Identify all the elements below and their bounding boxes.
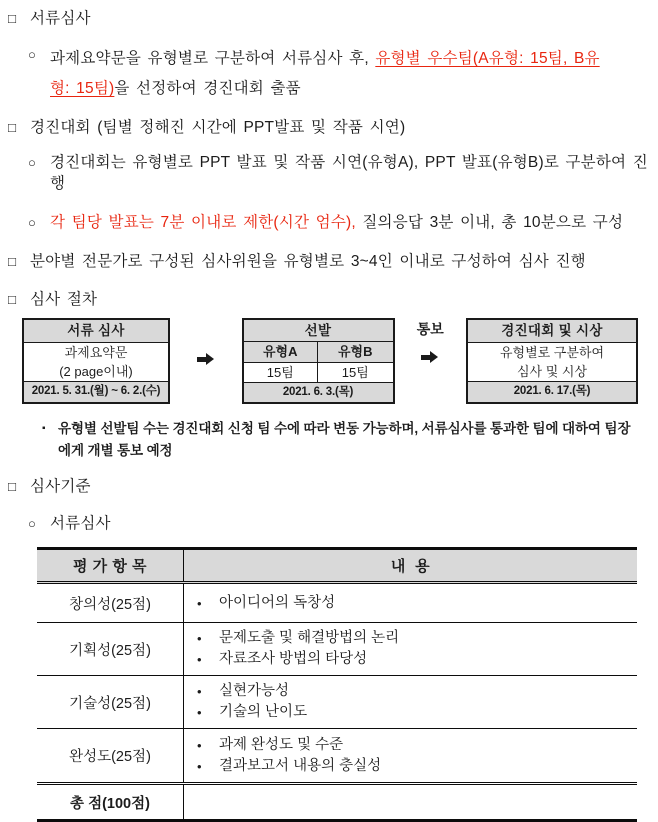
circle-bullet-icon: ○ xyxy=(28,47,37,62)
heading-criteria-label: 심사기준 xyxy=(30,478,91,495)
total-empty-cell xyxy=(184,784,638,821)
square-bullet-icon: □ xyxy=(8,11,17,26)
diagram-connector-2 xyxy=(395,318,467,404)
dot-bullet-icon: • xyxy=(197,631,202,646)
table-header-content: 내 용 xyxy=(184,549,638,583)
contest-item-1 xyxy=(0,152,658,194)
process-box-selection-date: 2021. 6. 3.(목) xyxy=(244,382,393,402)
doc-review-item-text xyxy=(50,44,615,104)
process-box-doc-review-dates: 2021. 5. 31.(월) ~ 6. 2.(수) xyxy=(24,381,168,402)
right-arrow-icon xyxy=(421,351,439,363)
detail-line xyxy=(184,628,637,649)
table-header-row xyxy=(37,549,637,583)
process-box-doc-review-header: 서류 심사 xyxy=(24,320,168,343)
right-arrow-icon xyxy=(197,353,215,365)
detail-line xyxy=(184,735,637,756)
criteria-sub-item xyxy=(0,513,658,534)
selection-value-row xyxy=(244,363,393,382)
arrow-wrap xyxy=(421,350,439,368)
square-bullet-icon: □ xyxy=(8,120,17,135)
document-page xyxy=(0,8,658,812)
dot-bullet-icon: • xyxy=(197,684,202,699)
diagram-note xyxy=(42,418,658,462)
heading-doc-review-label: 서류심사 xyxy=(30,10,91,27)
process-box-award-body xyxy=(468,343,636,381)
detail-line xyxy=(184,593,637,614)
row-details xyxy=(184,623,638,676)
dot-bullet-icon: • xyxy=(197,652,202,667)
table-header-item: 평 가 항 목 xyxy=(37,549,184,583)
row-details xyxy=(184,583,638,623)
doc-review-item-highlight: 유형별 우수팀(A유형: 15팀, B유형: 15팀) xyxy=(50,50,600,97)
heading-judges xyxy=(0,251,658,272)
selection-type-b: 유형B xyxy=(337,344,373,359)
detail-text: 실현가능성 xyxy=(219,683,290,699)
selection-value-a: 15팀 xyxy=(244,363,319,382)
contest-item-2-rest: 질의응답 3분 이내, 총 10분으로 구성 xyxy=(355,214,624,231)
table-row xyxy=(37,623,637,676)
doc-review-item-post: 을 선정하여 경진대회 출품 xyxy=(114,80,301,97)
process-box-doc-review xyxy=(22,318,170,404)
square-bullet-icon: □ xyxy=(8,292,17,307)
contest-item-1-text: 경진대회는 유형별로 PPT 발표 및 작품 시연(유형A), PPT 발표(유형B)로 구분하여 진행 xyxy=(50,154,648,192)
process-box-award-line2: 심사 및 시상 xyxy=(516,363,587,379)
detail-text: 결과보고서 내용의 충실성 xyxy=(219,757,382,774)
row-item-label: 기술성(25점) xyxy=(37,676,184,729)
circle-bullet-icon: ○ xyxy=(28,155,37,170)
process-box-doc-review-line2: (2 page이내) xyxy=(59,363,133,379)
table-row xyxy=(37,583,637,623)
dot-bullet-icon: • xyxy=(197,737,202,753)
criteria-sub-label: 서류심사 xyxy=(50,515,111,532)
table-row xyxy=(37,676,637,729)
criteria-table xyxy=(37,547,637,822)
process-box-doc-review-body xyxy=(24,343,168,381)
dot-bullet-icon: • xyxy=(197,595,202,611)
detail-line xyxy=(184,756,637,777)
diagram-connector-1 xyxy=(170,318,242,404)
selection-type-row xyxy=(244,342,393,363)
detail-text: 과제 완성도 및 수준 xyxy=(219,736,344,753)
review-process-diagram xyxy=(22,318,638,404)
doc-review-item-pre: 과제요약문을 유형별로 구분하여 서류심사 후, xyxy=(50,50,376,67)
selection-type-a: 유형A xyxy=(244,342,319,362)
detail-line xyxy=(184,681,637,702)
row-item-label: 기획성(25점) xyxy=(37,623,184,676)
detail-text: 아이디어의 독창성 xyxy=(219,594,336,611)
heading-procedure xyxy=(0,289,658,310)
process-box-award xyxy=(466,318,638,404)
detail-text: 자료조사 방법의 타당성 xyxy=(219,651,368,667)
circle-bullet-icon: ○ xyxy=(28,516,37,531)
dot-bullet-icon: • xyxy=(197,705,202,720)
square-bullet-icon: □ xyxy=(8,479,17,494)
contest-item-2-text xyxy=(50,212,623,233)
process-box-doc-review-line1: 과제요약문 xyxy=(64,345,128,361)
selection-value-b: 15팀 xyxy=(341,365,369,380)
process-box-award-header: 경진대회 및 시상 xyxy=(468,320,636,343)
process-box-selection-header: 선발 xyxy=(244,320,393,342)
note-bullet-icon: ▪ xyxy=(42,423,46,434)
heading-procedure-label: 심사 절차 xyxy=(30,291,98,308)
heading-doc-review xyxy=(0,8,658,29)
contest-item-2 xyxy=(0,212,658,233)
process-box-award-date: 2021. 6. 17.(목) xyxy=(468,381,636,402)
row-details xyxy=(184,676,638,729)
diagram-note-text: 유형별 선발팀 수는 경진대회 신청 팀 수에 따라 변동 가능하며, 서류심사를 통과한 팀에 대하여 팀장에게 개별 통보 예정 xyxy=(58,421,631,458)
dot-bullet-icon: • xyxy=(197,758,202,774)
detail-text: 문제도출 및 해결방법의 논리 xyxy=(219,630,400,646)
row-item-label: 창의성(25점) xyxy=(37,583,184,623)
doc-review-item xyxy=(0,44,658,104)
table-row-total xyxy=(37,784,637,821)
row-item-label: 완성도(25점) xyxy=(37,729,184,784)
circle-bullet-icon: ○ xyxy=(28,215,37,230)
contest-item-2-red: 각 팀당 발표는 7분 이내로 제한(시간 엄수), xyxy=(50,214,356,231)
process-box-award-line1: 유형별로 구분하여 xyxy=(499,345,605,361)
heading-judges-label: 분야별 전문가로 구성된 심사위원을 유형별로 3~4인 이내로 구성하여 심사 진행 xyxy=(30,253,586,270)
table-row xyxy=(37,729,637,784)
detail-text: 기술의 난이도 xyxy=(219,704,308,720)
heading-contest-label: 경진대회 (팀별 정해진 시간에 PPT발표 및 작품 시연) xyxy=(30,119,406,136)
notify-label: 통보 xyxy=(416,321,444,337)
process-box-selection xyxy=(242,318,395,404)
square-bullet-icon: □ xyxy=(8,254,17,269)
row-details xyxy=(184,729,638,784)
arrow-wrap xyxy=(197,352,215,370)
detail-line xyxy=(184,702,637,723)
detail-line xyxy=(184,649,637,670)
heading-contest xyxy=(0,117,658,138)
heading-criteria xyxy=(0,476,658,497)
total-label: 총 점(100점) xyxy=(70,795,150,812)
